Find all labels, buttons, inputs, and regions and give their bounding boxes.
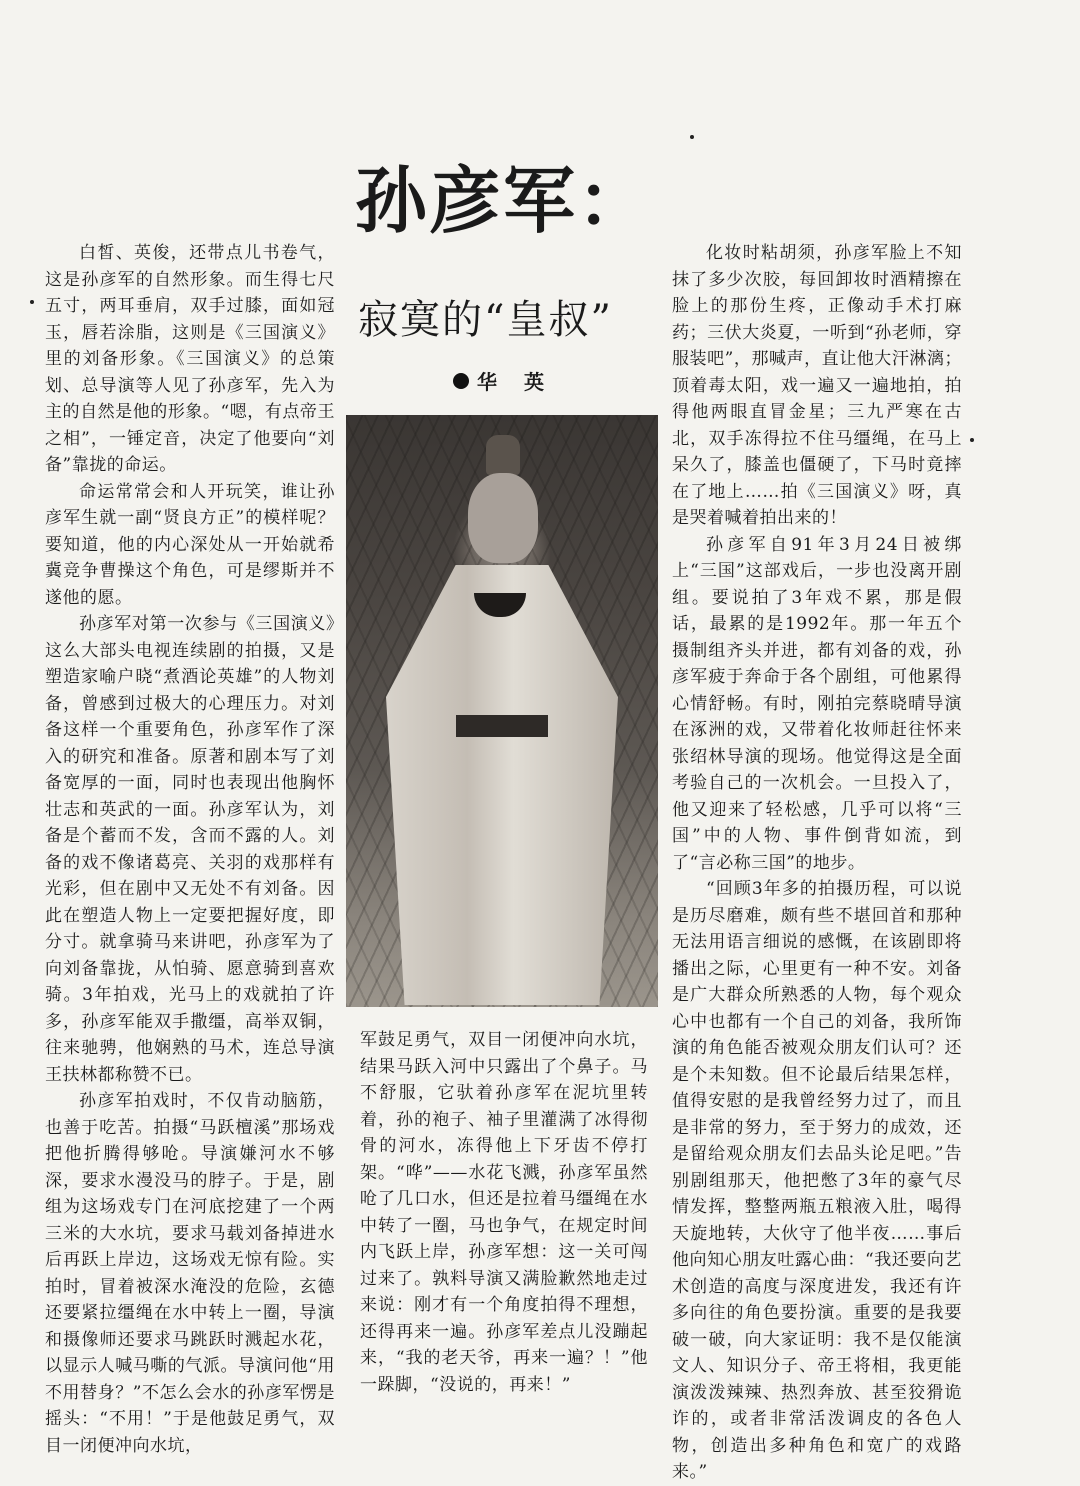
print-speck	[690, 135, 694, 139]
article-subtitle: 寂寞的“皇叔”	[358, 297, 613, 343]
paragraph: 白皙、英俊，还带点儿书卷气，这是孙彦军的自然形象。而生得七尺五寸，两耳垂肩，双手过膝，面如冠玉，唇若涂脂，这则是《三国演义》里的刘备形象。《三国演义》的总策划、总导演等人见了孙彦军，先入为主的自然是他的形象。“嗯，有点帝王之相”，一锤定音，决定了他要向“刘备”靠拢的命运。	[45, 243, 335, 475]
paragraph: 孙彦军自91年3月24日被绑上“三国”这部戏后，一步也没离开剧组。要说拍了3年戏不累，那是假话，最累的是1992年。那一年五个摄制组齐头并进，都有刘备的戏，孙彦军疲于奔命于各个剧组，可他累得心情舒畅。有时，刚拍完蔡晓晴导演在涿洲的戏，又带着化妆师赶往怀来张绍林导演的现场。他觉得这是全面考验自己的一次机会。一旦投入了，他又迎来了轻松感，几乎可以将“三国”中的人物、事件倒背如流，到了“言必称三国”的地步。	[672, 534, 962, 873]
author-name: 华 英	[477, 370, 554, 394]
bullet-icon	[453, 373, 469, 389]
paragraph: 孙彦军对第一次参与《三国演义》这么大部头电视连续剧的拍摄，又是塑造家喻户晓“煮酒论英雄”的人物刘备，曾感到过极大的心理压力。对刘备这样一个重要角色，孙彦军作了深入的研究和准备。原著和剧本写了刘备宽厚的一面，同时也表现出他胸怀壮志和英武的一面。孙彦军认为，刘备是个蓄而不发，含而不露的人。刘备的戏不像诸葛亮、关羽的戏那样有光彩，但在剧中又无处不有刘备。因此在塑造人物上一定要把握好度，即分寸。就拿骑马来讲吧，孙彦军为了向刘备靠拢，从怕骑、愿意骑到喜欢骑。3年拍戏，光马上的戏就拍了许多，孙彦军能双手撒缰，高举双铜，往来驰骋，他娴熟的马术，连总导演王扶林都称赞不已。	[45, 614, 335, 1085]
column-left	[45, 240, 335, 1456]
paragraph: 孙彦军拍戏时，不仅肯动脑筋，也善于吃苦。拍摄“马跃檀溪”那场戏把他折腾得够呛。导演嫌河水不够深，要求水漫没马的脖子。于是，剧组为这场戏专门在河底挖建了一个两三米的大水坑，要求马载刘备掉进水后再跃上岸边，这场戏无惊有险。实拍时，冒着被深水淹没的危险，玄德还要紧拉缰绳在水中转上一圈，导演和摄像师还要求马跳跃时溅起水花，以显示人喊马嘶的气派。导演问他“用不用替身？”不怎么会水的孙彦军愣是摇头：“不用！”于是他鼓足勇气，双目一闭便冲向水坑，	[45, 1091, 335, 1456]
paragraph: 命运常常会和人开玩笑，谁让孙彦军生就一副“贤良方正”的模样呢？要知道，他的内心深处从一开始就希冀竞争曹操这个角色，可是缪斯并不遂他的愿。	[45, 481, 335, 608]
face-shape	[468, 473, 538, 563]
paragraph: 军鼓足勇气，双目一闭便冲向水坑，结果马跃入河中只露出了个鼻子。马不舒服，它驮着孙彦军在泥坑里转着，孙的袍子、袖子里灌满了冰得彻骨的河水，冻得他上下牙齿不停打架。“哗”——水花飞溅，孙彦军虽然呛了几口水，但还是拉着马缰绳在水中转了一圈，马也争气，在规定时间内飞跃上岸，孙彦军想：这一关可闯过来了。孰料导演又满脸歉然地走过来说：刚才有一个角度拍得不理想，还得再来一遍。孙彦军差点儿没蹦起来，“我的老天爷，再来一遍？！”他一跺脚，“没说的，再来！”	[360, 1030, 648, 1395]
print-speck	[970, 438, 974, 442]
liu-bei-photo	[346, 415, 658, 1007]
byline	[453, 366, 554, 395]
print-speck	[30, 300, 34, 304]
paragraph: 化妆时粘胡须，孙彦军脸上不知抹了多少次胶，每回卸妆时酒精擦在脸上的那份生疼，正像动手术打麻药；三伏大炎夏，一听到“孙老师，穿服装吧”，那喊声，直让他大汗淋漓；顶着毒太阳，戏一遍又一遍地拍，拍得他两眼直冒金星；三九严寒在古北，双手冻得拉不住马缰绳，在马上呆久了，膝盖也僵硬了，下马时竟摔在了地上……拍《三国演义》呀，真是哭着喊着拍出来的！	[672, 243, 962, 528]
article-title: 孙彦军：	[355, 159, 652, 243]
belt-shape	[456, 715, 548, 737]
hat-shape	[486, 435, 520, 475]
column-middle	[360, 1027, 648, 1395]
column-right	[672, 240, 962, 1482]
paragraph: “回顾3年多的拍摄历程，可以说是历尽磨难，颇有些不堪回首和那种无法用语言细说的感慨，在该剧即将播出之际，心里更有一种不安。刘备是广大群众所熟悉的人物，每个观众心中也都有一个自己的刘备，我所饰演的角色能否被观众朋友们认可？还是个未知数。但不论最后结果怎样，值得安慰的是我曾经努力过了，而且是非常的努力，至于努力的成效，还是留给观众朋友们去品头论足吧。”告别剧组那天，他把憋了3年的豪气尽情发挥，整整两瓶五粮液入肚，喝得天旋地转，大伙守了他半夜……事后他向知心朋友吐露心曲：“我还要向艺术创造的高度与深度进发，我还有许多向往的角色要扮演。重要的是我要破一破，向大家证明：我不是仅能演文人、知识分子、帝王将相，我更能演泼泼辣辣、热烈奔放、甚至狡猾诡诈的，或者非常活泼调皮的各色人物，创造出多种角色和宽广的戏路来。”	[672, 879, 962, 1482]
